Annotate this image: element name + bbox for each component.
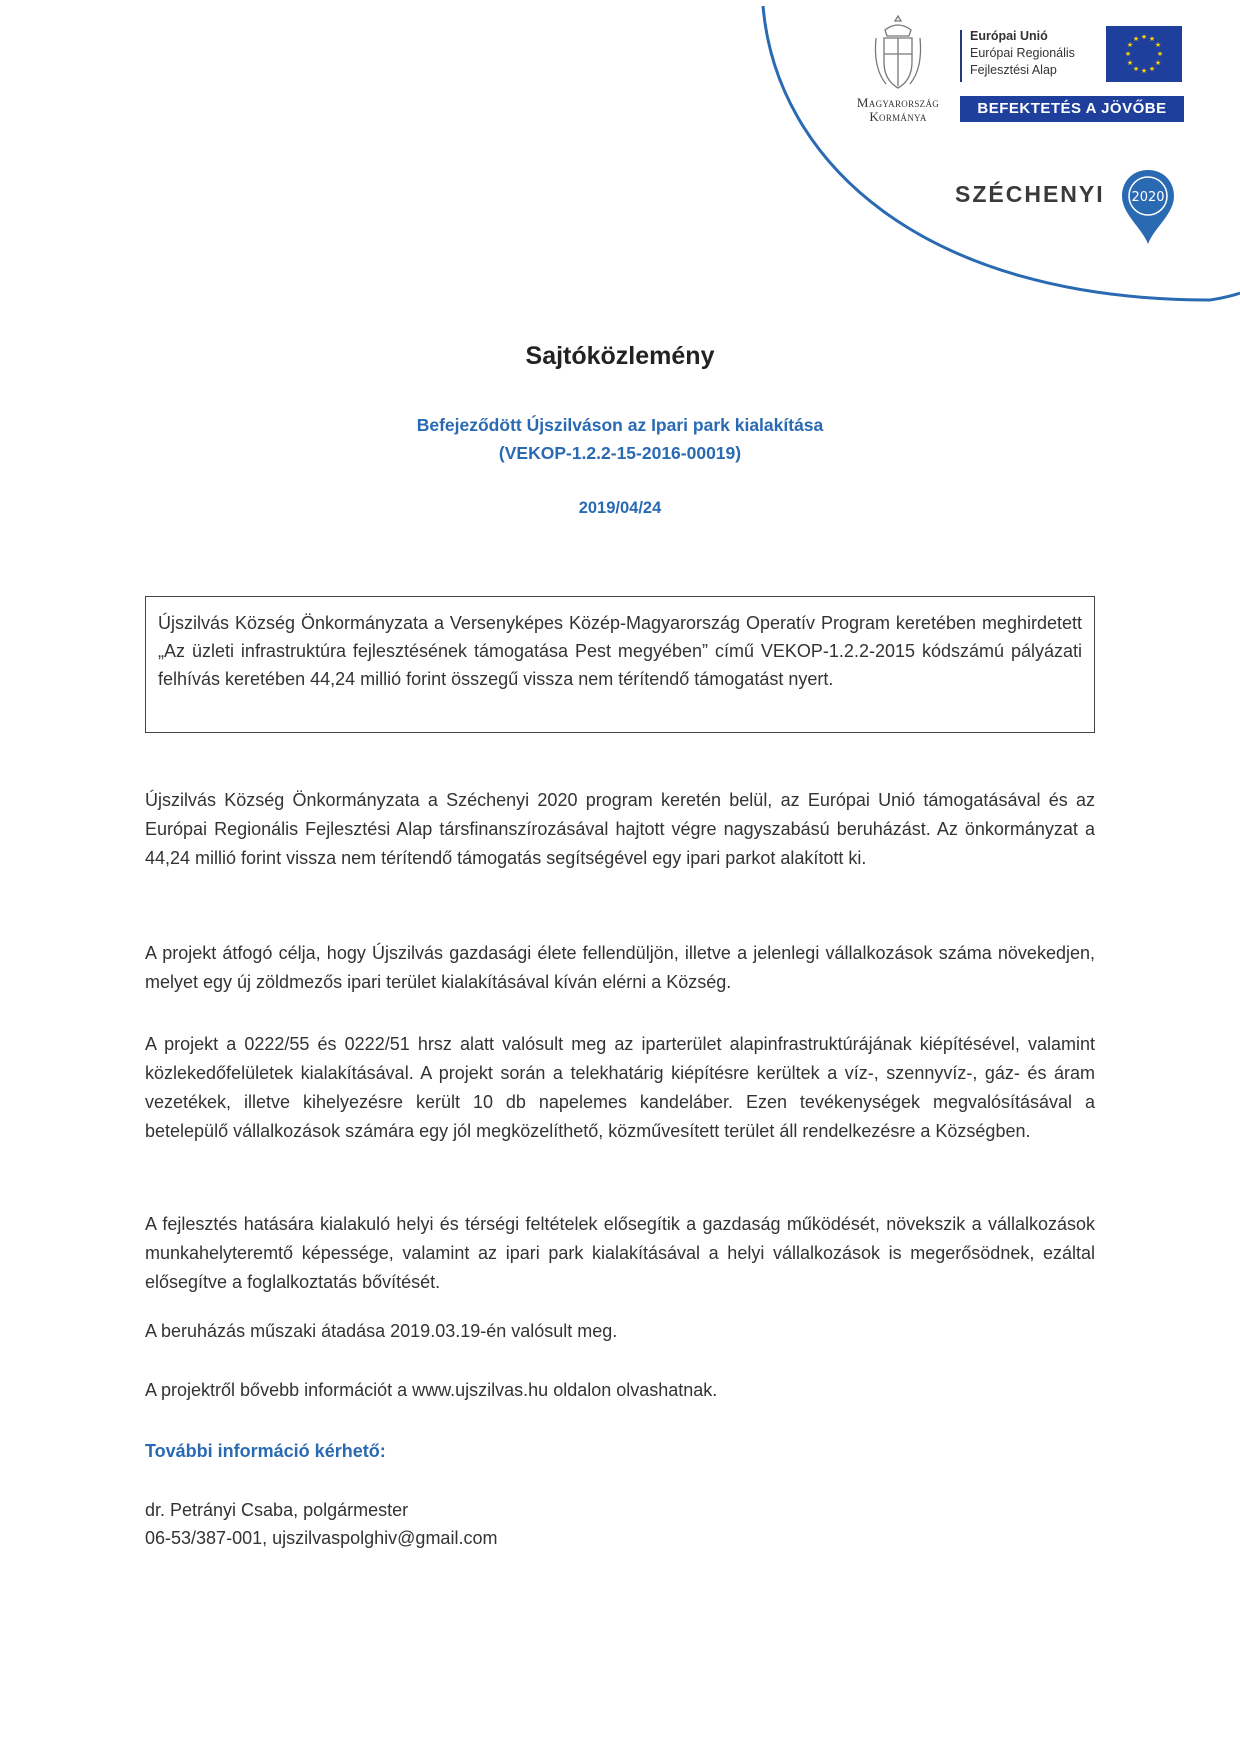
- paragraph-intro: Újszilvás Község Önkormányzata a Széchenyi 2020 program keretén belül, az Európai Unió támogatásával és az Európai Regionális Fejlesztési Alap társfinanszírozásával hajtott végre nagyszabású beruházást. Az önkormányzat a 44,24 millió forint vissza nem térítendő támogatás segítségével egy ipari parkot alakított ki.: [145, 790, 1095, 868]
- svg-text:★: ★: [1132, 35, 1140, 43]
- szechenyi-2020-pin-icon: [1118, 168, 1178, 248]
- subtitle-line-2: (VEKOP-1.2.2-15-2016-00019): [498, 443, 742, 463]
- svg-text:★: ★: [1154, 41, 1162, 49]
- coat-of-arms-icon: [872, 14, 924, 96]
- svg-text:★: ★: [1154, 59, 1162, 67]
- contact-details: 06-53/387-001, ujszilvaspolghiv@gmail.com: [145, 1528, 498, 1548]
- paragraph-handover: A beruházás műszaki átadása 2019.03.19-én valósult meg.: [145, 1321, 618, 1341]
- page-title: Sajtóközlemény: [525, 342, 715, 370]
- subtitle-line-1: Befejeződött Újszilváson az Ipari park kialakítása: [416, 415, 824, 435]
- eu-union-label: Európai Unió: [970, 29, 1048, 43]
- paragraph-more-info: A projektről bővebb információt a www.ujszilvas.hu oldalon olvashatnak.: [145, 1380, 718, 1400]
- paragraph-implementation: A projekt a 0222/55 és 0222/51 hrsz alatt valósult meg az iparterület alapinfrastruktúrájának kiépítésével, valamint közlekedőfelületek kialakításával. A projekt során a telekhatárig kiépítésre kerültek a víz-, szennyvíz-, gáz- és áram vezetékek, illetve kihelyezésre került 10 db napelemes kandeláber. Ezen tevékenységek megvalósításával a betelepülő vállalkozások számára egy jól megközelíthető, közművesített terület áll rendelkezésre a Községben.: [145, 1034, 1095, 1141]
- svg-text:★: ★: [1126, 59, 1134, 67]
- release-date: 2019/04/24: [578, 499, 662, 517]
- szechenyi-year: 2020: [1131, 190, 1165, 205]
- svg-text:★: ★: [1148, 35, 1156, 43]
- szechenyi-wordmark: SZÉCHENYI: [955, 181, 1105, 207]
- government-name-line2: Kormánya: [869, 109, 927, 124]
- eu-text: [970, 28, 1075, 79]
- svg-text:★: ★: [1148, 65, 1156, 73]
- paragraph-impact: A fejlesztés hatására kialakuló helyi és térségi feltételek elősegítik a gazdaság működését, növekszik a vállalkozások munkahelyteremtő képessége, valamint az ipari park kialakításával a helyi vállalkozások is megerősödnek, ezáltal elősegítve a foglalkoztatás bővítését.: [145, 1214, 1095, 1292]
- eu-fund-label-1: Európai Regionális: [970, 46, 1075, 60]
- svg-text:★: ★: [1132, 65, 1140, 73]
- government-name: [838, 96, 958, 124]
- svg-text:★: ★: [1156, 50, 1164, 58]
- svg-text:★: ★: [1140, 33, 1148, 41]
- svg-text:★: ★: [1124, 50, 1132, 58]
- contact-name: dr. Petrányi Csaba, polgármester: [145, 1500, 409, 1520]
- summary-box: [145, 596, 1095, 733]
- eu-fund-label-2: Fejlesztési Alap: [970, 63, 1057, 77]
- eu-flag-icon: [1106, 26, 1182, 82]
- government-name-line1: Magyarország: [856, 95, 940, 110]
- summary-text: Újszilvás Község Önkormányzata a Versenyképes Közép-Magyarország Operatív Program keretében meghirdetett „Az üzleti infrastruktúra fejlesztésének támogatása Pest megyében” című VEKOP-1.2.2-2015 kódszámú pályázati felhívás keretében 44,24 millió forint összegű vissza nem térítendő támogatást nyert.: [158, 613, 1082, 689]
- contact-heading: További információ kérhető:: [145, 1441, 386, 1461]
- svg-text:★: ★: [1140, 67, 1148, 75]
- invest-banner: BEFEKTETÉS A JÖVŐBE: [960, 96, 1184, 122]
- paragraph-goal: A projekt átfogó célja, hogy Újszilvás gazdasági élete fellendüljön, illetve a jelenlegi vállalkozások száma növekedjen, melyet egy új zöldmezős ipari terület kialakításával kíván elérni a Község.: [145, 943, 1095, 992]
- eu-block: [960, 26, 1184, 86]
- svg-text:★: ★: [1126, 41, 1134, 49]
- eu-divider: [960, 30, 962, 82]
